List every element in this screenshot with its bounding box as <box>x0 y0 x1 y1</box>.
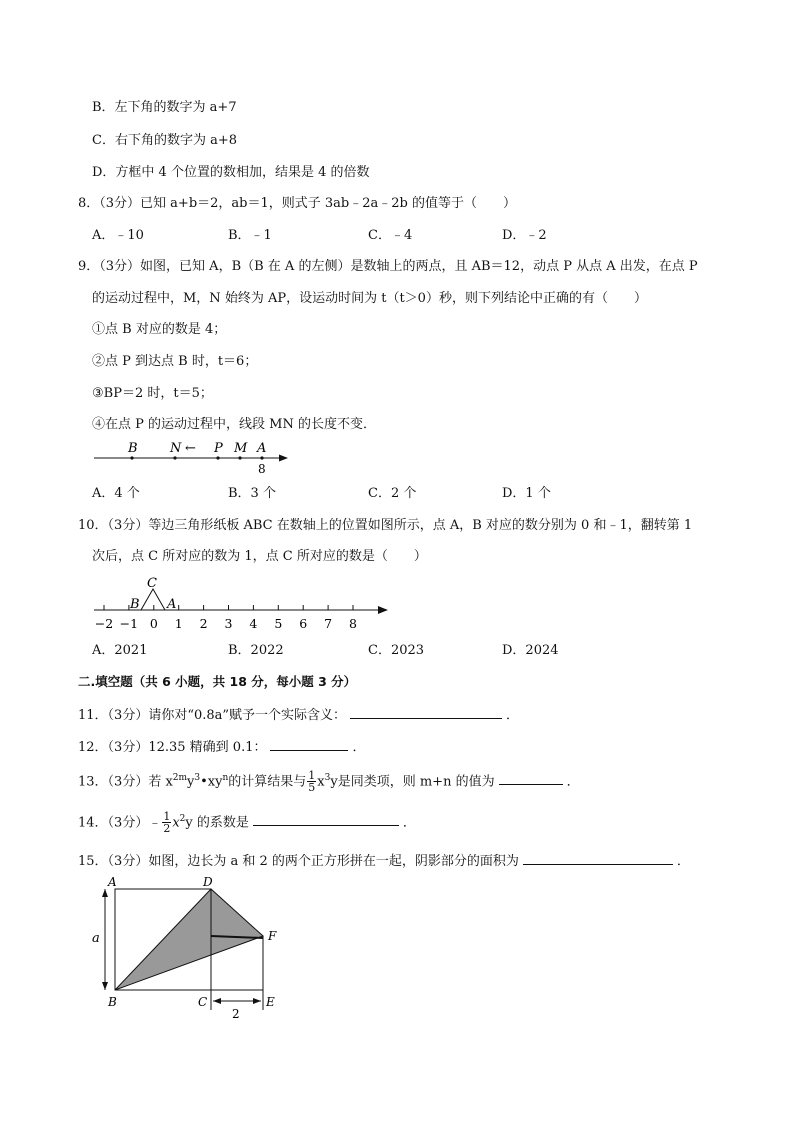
q9-statement-1: ①点 B 对应的数是 4； <box>92 322 227 337</box>
q10-option-d: D．2024 <box>502 643 559 658</box>
q10-label-a: A <box>167 597 177 612</box>
q8-option-c: C．﹣4 <box>368 228 413 243</box>
q14-end: ． <box>402 815 416 831</box>
q9-label-b: B <box>128 441 138 456</box>
q12 <box>78 736 365 757</box>
q10-tick-label: 1 <box>174 616 183 631</box>
q10-stem-line1: 10．（3分）等边三角形纸板 ABC 在数轴上的位置如图所示，点 A，B 对应的数分别为 0 和﹣1，翻转第 1 <box>78 518 693 533</box>
q10-stem-line2: 次后，点 C 所对应的数为 1，点 C 所对应的数是（ ） <box>92 549 427 564</box>
q8-stem: 8．（3分）已知 a+b＝2，ab＝1，则式子 3ab﹣2a﹣2b 的值等于（ ） <box>78 196 516 211</box>
q15-answer-blank[interactable] <box>523 850 673 865</box>
q14 <box>78 807 416 835</box>
q9-statement-4: ④在点 P 的运动过程中，线段 MN 的长度不变． <box>92 417 376 432</box>
q9-option-b: B．3 个 <box>228 486 276 501</box>
q11-end: ． <box>506 708 520 723</box>
q10-tick-label: 5 <box>274 616 283 631</box>
q13-exp-n: n <box>222 773 229 783</box>
q15-label-side-a: a <box>92 931 100 946</box>
q13-exp-x3: 3 <box>324 773 331 783</box>
q15-end: ． <box>676 854 690 869</box>
q13-text-y: y <box>187 774 195 790</box>
q9-label-n: N <box>170 441 182 456</box>
q10-tick-label: 2 <box>199 616 208 631</box>
q9-label-p: P <box>214 441 223 456</box>
q15 <box>78 850 690 871</box>
q10-option-a: A．2021 <box>92 643 148 658</box>
q15-label-a: A <box>108 875 117 889</box>
q8-option-b: B．﹣1 <box>228 228 272 243</box>
q9-option-a: A．4 个 <box>92 486 140 501</box>
q9-stem-line2: 的运动过程中，M，N 始终为 AP，设运动时间为 t（t＞0）秒，则下列结论中正确的有（ ） <box>92 291 647 306</box>
q14-text-x: x <box>172 815 180 831</box>
q13-fraction: $\frac{1}{5}$ <box>308 769 316 795</box>
q14-fraction: $\frac{1}{2}$ <box>163 810 171 836</box>
q10-tick-label: 0 <box>149 616 158 631</box>
q10-tick-label: 8 <box>349 616 357 631</box>
q10-number-line-figure <box>90 572 395 636</box>
q13-exp-2m: 2m <box>172 773 188 783</box>
q15-squares-figure <box>86 870 286 1022</box>
q13-end: ． <box>566 774 580 790</box>
q10-label-c: C <box>147 576 157 591</box>
q13-text-a: 13．（3分）若 x <box>78 774 173 790</box>
q9-statement-2: ②点 P 到达点 B 时，t＝6； <box>92 354 258 369</box>
q9-statement-3: ③BP＝2 时，t＝5； <box>92 386 213 401</box>
q10-tick-label: 7 <box>324 616 333 631</box>
q12-text: 12．（3分）12.35 精确到 0.1： <box>78 740 267 755</box>
q10-tick-label: 6 <box>299 616 308 631</box>
q15-label-e: E <box>266 995 275 1009</box>
q10-tick-label: −2 <box>94 616 114 631</box>
q14-answer-blank[interactable] <box>253 811 399 826</box>
section-2-title: 二.填空题（共 6 小题，共 18 分，每小题 3 分） <box>78 674 357 689</box>
q9-option-d: D．1 个 <box>502 486 551 501</box>
q14-exp: 2 <box>179 814 186 824</box>
q15-label-b: B <box>108 995 117 1009</box>
q9-option-c: C．2 个 <box>368 486 417 501</box>
q12-answer-blank[interactable] <box>270 736 348 751</box>
q10-tick-label: 3 <box>224 616 233 631</box>
q12-end: ． <box>352 740 366 755</box>
q11-answer-blank[interactable] <box>350 704 502 719</box>
q14-text-a: 14．（3分）﹣ <box>78 815 162 831</box>
q13 <box>78 766 580 794</box>
q10-tick-label: 4 <box>249 616 258 631</box>
q14-text-b: y 的系数是 <box>185 815 249 831</box>
q13-exp-3: 3 <box>194 773 201 783</box>
q13-text-c: y是同类项，则 m+n 的值为 <box>330 774 495 790</box>
q15-text: 15．（3分）如图，边长为 a 和 2 的两个正方形拼在一起，阴影部分的面积为 <box>78 854 519 869</box>
q13-text-b: 的计算结果与 <box>228 774 307 790</box>
q10-option-c: C．2023 <box>368 643 425 658</box>
q11-text: 11．（3分）请你对“0.8a”赋予一个实际含义： <box>78 708 347 723</box>
q8-option-d: D．﹣2 <box>502 228 547 243</box>
q11 <box>78 704 519 725</box>
q9-stem-line1: 9．（3分）如图，已知 A，B（B 在 A 的左侧）是数轴上的两点，且 AB＝12，动点 P 从点 A 出发，在点 P <box>78 259 698 274</box>
q15-label-2: 2 <box>232 1007 240 1021</box>
q15-label-c: C <box>198 995 208 1009</box>
q8-option-a: A．﹣10 <box>92 228 144 243</box>
q15-label-f: F <box>268 929 277 943</box>
q10-option-b: B．2022 <box>228 643 284 658</box>
q7-option-d: D．方框中 4 个位置的数相加，结果是 4 的倍数 <box>92 165 370 180</box>
q15-label-d: D <box>203 875 213 889</box>
q7-option-c: C．右下角的数字为 a+8 <box>92 133 237 148</box>
q9-label-m: M <box>234 441 248 456</box>
q13-answer-blank[interactable] <box>499 770 563 785</box>
q10-label-b: B <box>130 597 140 612</box>
q13-text-xy: •xy <box>200 774 223 790</box>
q9-number-line-figure <box>90 438 300 480</box>
q10-tick-label: −1 <box>119 616 139 631</box>
q13-text-x: x <box>317 774 325 790</box>
q7-option-b: B．左下角的数字为 a+7 <box>92 100 237 115</box>
q9-label-a: A <box>257 441 267 456</box>
q9-arrow: ← <box>185 441 196 456</box>
q9-value-8: 8 <box>258 462 266 476</box>
